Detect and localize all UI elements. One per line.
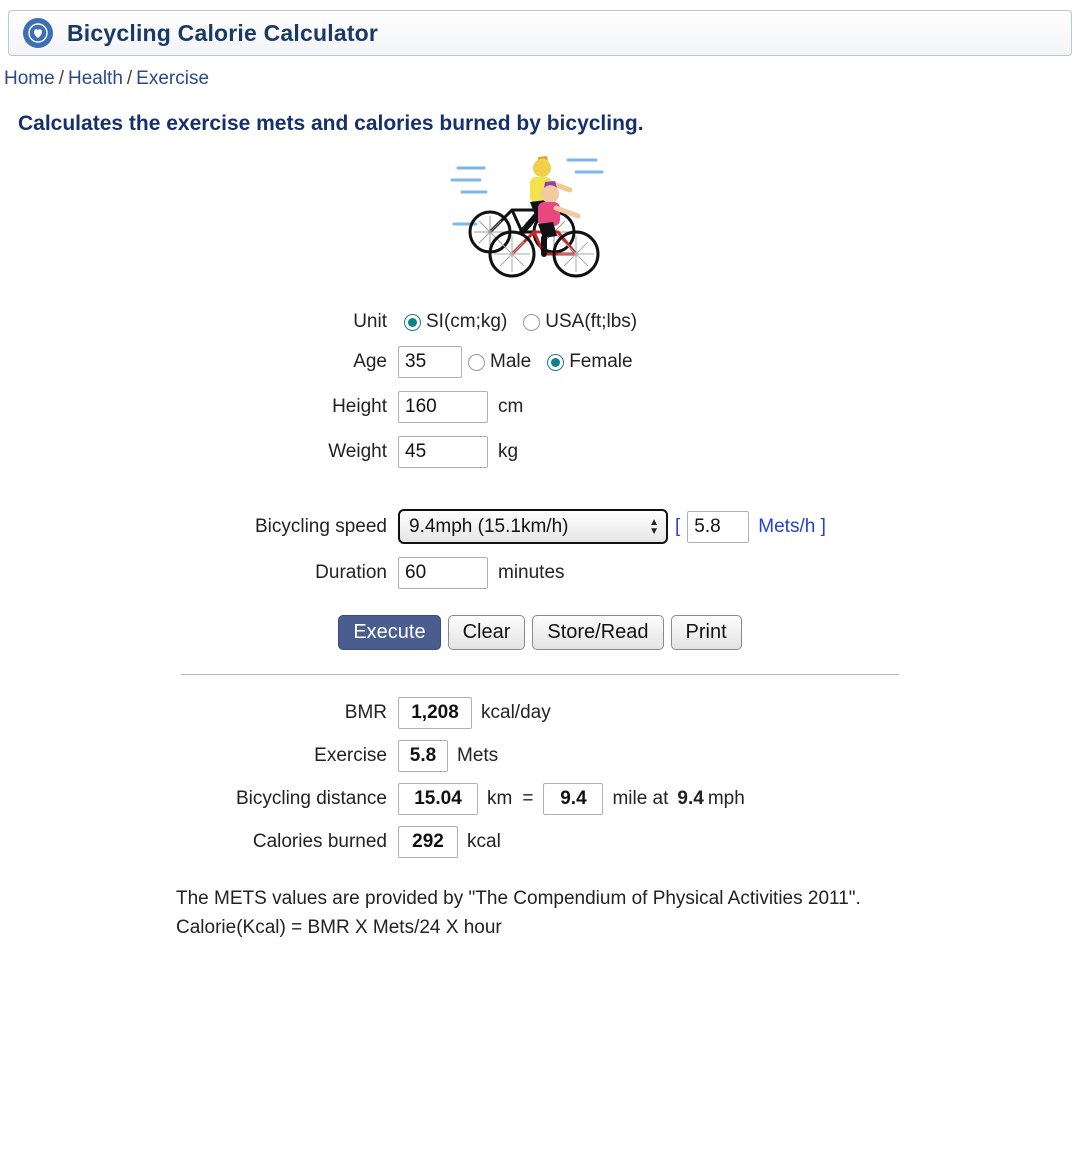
speed-select[interactable] <box>398 509 668 544</box>
distance-mile-unit-label: mile at <box>612 788 669 809</box>
row-calories <box>0 826 1080 858</box>
age-label: Age <box>353 351 387 372</box>
unit-radio-si[interactable] <box>404 311 507 333</box>
height-unit-label: cm <box>498 396 524 417</box>
mets-open-bracket: [ <box>675 515 681 537</box>
distance-speed-value: 9.4 <box>677 788 704 809</box>
calories-unit-label: kcal <box>467 831 501 852</box>
breadcrumb-separator: / <box>126 68 133 89</box>
form-spacer <box>0 481 1080 509</box>
row-age <box>0 346 1080 378</box>
gender-radio-group <box>468 351 649 373</box>
weight-label: Weight <box>328 441 387 462</box>
distance-km-unit-label: km <box>487 788 513 809</box>
breadcrumb-item-home[interactable]: Home <box>4 68 55 89</box>
height-input[interactable] <box>398 391 488 423</box>
gender-radio-female-label: Female <box>569 351 633 372</box>
radio-dot-icon[interactable] <box>523 314 540 331</box>
distance-speed-unit-label: mph <box>707 788 745 809</box>
age-input[interactable] <box>398 346 462 378</box>
breadcrumb-item-health[interactable]: Health <box>67 68 123 89</box>
weight-unit-label: kg <box>498 441 519 462</box>
equals-sign: = <box>522 788 534 809</box>
gender-radio-male[interactable] <box>468 351 531 373</box>
unit-radio-si-label: SI(cm;kg) <box>426 311 508 332</box>
results-section <box>0 697 1080 858</box>
row-unit <box>0 311 1080 333</box>
unit-radio-group <box>404 311 653 333</box>
unit-radio-usa-label: USA(ft;lbs) <box>545 311 638 332</box>
breadcrumb-item-exercise[interactable]: Exercise <box>136 68 210 89</box>
action-buttons <box>0 615 1080 650</box>
distance-km-value: 15.04 <box>398 783 478 815</box>
height-label: Height <box>332 396 387 417</box>
footnote-line-1: The METS values are provided by "The Compendium of Physical Activities 2011". <box>176 888 861 909</box>
row-exercise-mets <box>0 740 1080 772</box>
weight-input[interactable] <box>398 436 488 468</box>
row-speed <box>0 509 1080 544</box>
calculator-form <box>0 311 1080 589</box>
heart-in-circle-icon <box>23 18 53 48</box>
duration-label: Duration <box>315 562 387 583</box>
gender-radio-male-label: Male <box>490 351 532 372</box>
store-read-button[interactable]: Store/Read <box>532 615 663 650</box>
radio-dot-icon[interactable] <box>468 354 485 371</box>
calories-value: 292 <box>398 826 458 858</box>
footnote <box>176 884 1080 943</box>
mets-unit-label: Mets/h ] <box>758 515 826 537</box>
window-title: Bicycling Calorie Calculator <box>67 19 379 46</box>
bmr-value: 1,208 <box>398 697 472 729</box>
row-height <box>0 391 1080 423</box>
section-divider <box>181 674 899 675</box>
breadcrumb <box>4 68 1080 90</box>
speed-label: Bicycling speed <box>254 515 387 537</box>
unit-radio-usa[interactable] <box>523 311 637 333</box>
distance-label: Bicycling distance <box>235 788 387 809</box>
row-bmr <box>0 697 1080 729</box>
mets-input[interactable] <box>687 511 749 543</box>
footnote-line-2: Calorie(Kcal) = BMR X Mets/24 X hour <box>176 917 502 939</box>
row-weight <box>0 436 1080 468</box>
bmr-label: BMR <box>344 702 387 723</box>
two-cyclists-illustration <box>0 150 1080 295</box>
duration-input[interactable] <box>398 557 488 589</box>
print-button[interactable]: Print <box>671 615 742 650</box>
chevron-up-down-icon: ▲ ▼ <box>649 516 659 537</box>
bmr-unit-label: kcal/day <box>481 702 551 723</box>
calories-label: Calories burned <box>252 831 387 852</box>
execute-button[interactable]: Execute <box>338 615 440 650</box>
clear-button[interactable]: Clear <box>448 615 526 650</box>
radio-dot-icon[interactable] <box>547 354 564 371</box>
page-title: Calculates the exercise mets and calories burned by bicycling. <box>18 112 644 135</box>
exercise-value: 5.8 <box>398 740 448 772</box>
exercise-unit-label: Mets <box>457 745 499 766</box>
row-duration <box>0 557 1080 589</box>
unit-label: Unit <box>353 311 387 332</box>
gender-radio-female[interactable] <box>547 351 632 373</box>
speed-select-wrapper <box>398 509 668 544</box>
radio-dot-icon[interactable] <box>404 314 421 331</box>
duration-unit-label: minutes <box>498 562 565 583</box>
window-titlebar <box>8 10 1072 56</box>
breadcrumb-separator: / <box>58 68 64 89</box>
exercise-label: Exercise <box>314 745 387 766</box>
row-distance <box>0 783 1080 815</box>
distance-mile-value: 9.4 <box>543 783 603 815</box>
